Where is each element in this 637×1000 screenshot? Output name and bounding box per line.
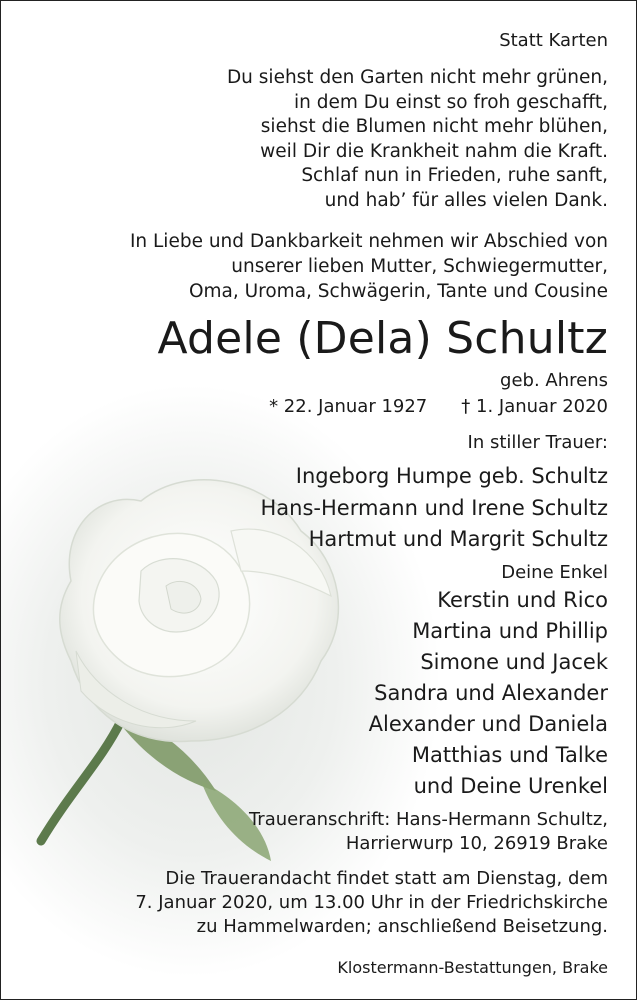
address-line: Traueranschrift: Hans-Hermann Schultz,: [248, 809, 608, 830]
grandchild-entry: und Deine Urenkel: [413, 774, 608, 798]
poem: [227, 66, 608, 214]
funeral-home: Klostermann-Bestattungen, Brake: [337, 958, 608, 977]
grandchild-entry: Sandra und Alexander: [374, 681, 608, 705]
birth-date: * 22. Januar 1927: [269, 396, 428, 417]
poem-line: in dem Du einst so froh geschafft,: [294, 91, 608, 113]
grandchild-entry: Martina und Phillip: [412, 619, 608, 643]
poem-line: weil Dir die Krankheit nahm die Kraft.: [260, 140, 608, 162]
grandchild-entry: Alexander und Daniela: [368, 712, 608, 736]
grandchildren-list: [369, 585, 608, 802]
life-dates: [269, 395, 608, 419]
poem-line: Schlaf nun in Frieden, ruhe sanft,: [301, 165, 608, 187]
mourning-label: In stiller Trauer:: [467, 432, 608, 453]
grandchild-entry: Matthias und Talke: [411, 743, 608, 767]
grandchild-entry: Simone und Jacek: [420, 650, 608, 674]
service-line: zu Hammelwarden; anschließend Beisetzung.: [196, 916, 608, 937]
family-member: Hans-Hermann und Irene Schultz: [260, 495, 608, 520]
poem-line: Du siehst den Garten nicht mehr grünen,: [226, 67, 608, 88]
grandchild-entry: Kerstin und Rico: [437, 588, 608, 612]
intro-line: unserer lieben Mutter, Schwiegermutter,: [231, 256, 608, 277]
mourning-address: [249, 808, 608, 856]
grandchildren-label: Deine Enkel: [501, 562, 608, 583]
intro-line: In Liebe und Dankbarkeit nehmen wir Abschied von: [129, 231, 608, 252]
family-list: [261, 461, 608, 556]
family-member: Hartmut und Margrit Schultz: [308, 527, 608, 551]
intro-line: Oma, Uroma, Schwägerin, Tante und Cousine: [188, 281, 608, 302]
service-info: [135, 867, 608, 939]
service-line: Die Trauerandacht findet statt am Dienstag, dem: [165, 868, 608, 889]
birth-name: geb. Ahrens: [500, 370, 608, 391]
address-line: Harrierwurp 10, 26919 Brake: [345, 833, 608, 854]
poem-line: siehst die Blumen nicht mehr blühen,: [260, 116, 608, 138]
family-member: Ingeborg Humpe geb. Schultz: [295, 464, 608, 488]
deceased-name: Adele (Dela) Schultz: [157, 313, 608, 364]
poem-line: und hab’ für alles vielen Dank.: [324, 189, 608, 211]
service-line: 7. Januar 2020, um 13.00 Uhr in der Friedrichskirche: [135, 892, 608, 913]
farewell-intro: [130, 229, 608, 304]
death-date: † 1. Januar 2020: [461, 396, 608, 417]
header-statt-karten: Statt Karten: [499, 30, 608, 51]
